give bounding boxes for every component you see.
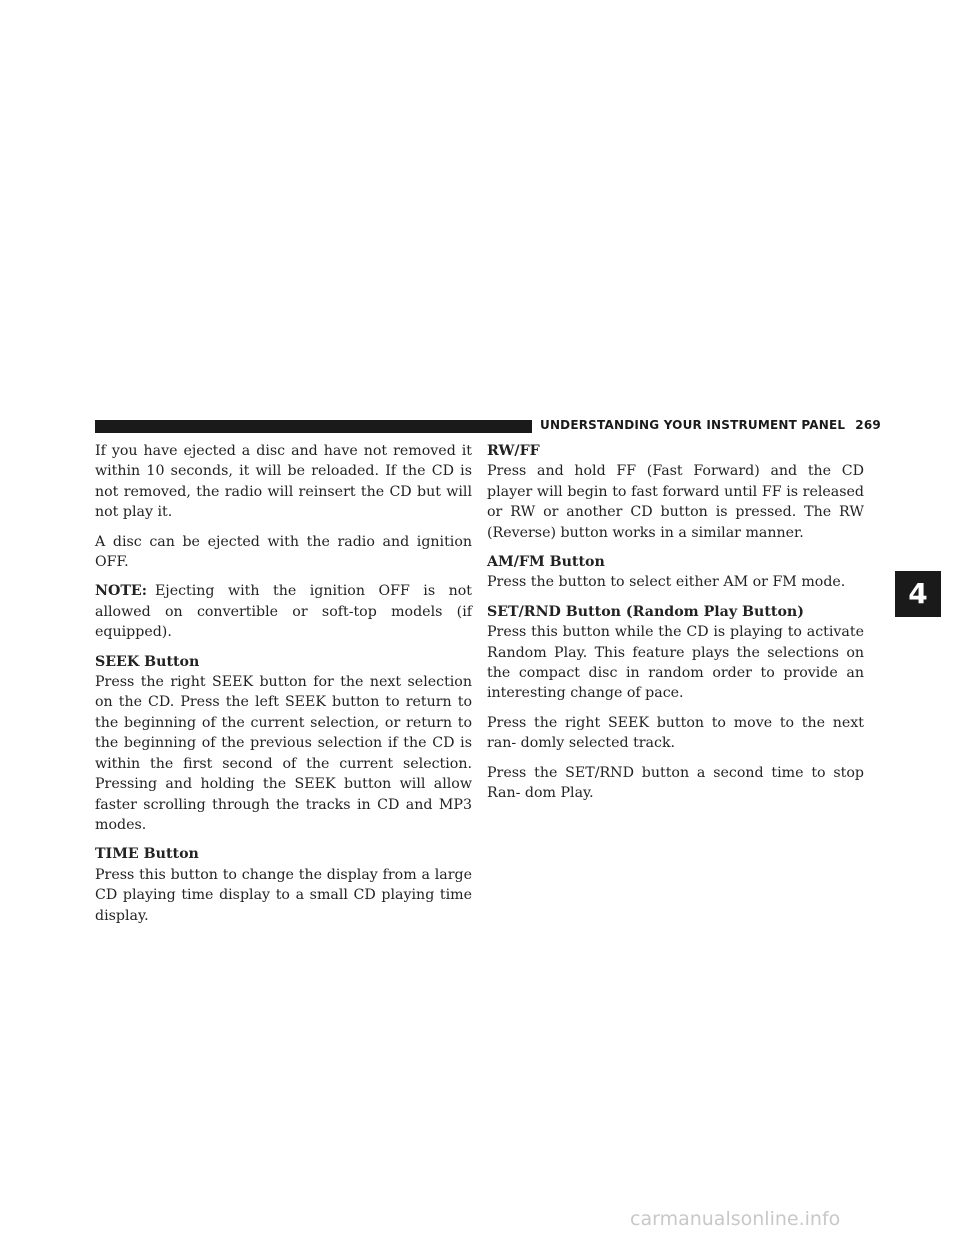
paragraph-rw-ff: Press and hold FF (Fast Forward) and the CD player will begin to fast forward until FF is released or RW or another CD button is pressed. The RW (Reverse) button works in a similar manner. — [487, 463, 864, 541]
heading-time-button: TIME Button — [95, 846, 199, 863]
paragraph-random-seek: Press the right SEEK button to move to the next ran- domly selected track. — [487, 714, 864, 752]
watermark: carmanualsonline.info — [630, 1208, 841, 1230]
paragraph-eject-reload: If you have ejected a disc and have not removed it within 10 seconds, it will be reloaded. If the CD is not removed, the radio will reinsert the CD but will not play it. — [95, 443, 472, 521]
heading-rw-ff: RW/FF — [487, 443, 540, 459]
note-block — [95, 581, 472, 642]
heading-am-fm-button: AM/FM Button — [487, 554, 605, 571]
heading-seek-button: SEEK Button — [95, 653, 200, 670]
section-title: UNDERSTANDING YOUR INSTRUMENT PANEL — [540, 418, 846, 432]
paragraph-am-fm-button: Press the button to select either AM or FM mode. — [487, 574, 846, 591]
paragraph-set-rnd-button: Press this button while the CD is playing to activate Random Play. This feature plays the selections on the compact disc in random order to provide an interesting change of pace. — [487, 624, 864, 702]
running-header — [540, 418, 880, 432]
header-rule — [95, 420, 532, 433]
right-column — [487, 441, 864, 813]
page-number: 269 — [855, 418, 881, 432]
heading-set-rnd-button: SET/RND Button (Random Play Button) — [487, 603, 804, 620]
left-column — [95, 441, 472, 935]
note-text: Ejecting with the ignition OFF is not allowed on convertible or soft-top models (if equipped). — [95, 583, 472, 641]
note-label: NOTE: — [95, 583, 147, 600]
chapter-tab: 4 — [895, 571, 941, 617]
paragraph-random-stop: Press the SET/RND button a second time to stop Ran- dom Play. — [487, 764, 864, 802]
paragraph-eject-ignition-off: A disc can be ejected with the radio and ignition OFF. — [95, 533, 472, 571]
paragraph-seek-button: Press the right SEEK button for the next selection on the CD. Press the left SEEK button to return to the beginning of the current selection, or return to the beginning of the previous selection if the CD is within the first second of the current selection. Pressing and holding the SEEK button will allow faster scrolling through the tracks in CD and MP3 modes. — [95, 674, 472, 833]
paragraph-time-button: Press this button to change the display from a large CD playing time display to a small CD playing time display. — [95, 866, 472, 924]
